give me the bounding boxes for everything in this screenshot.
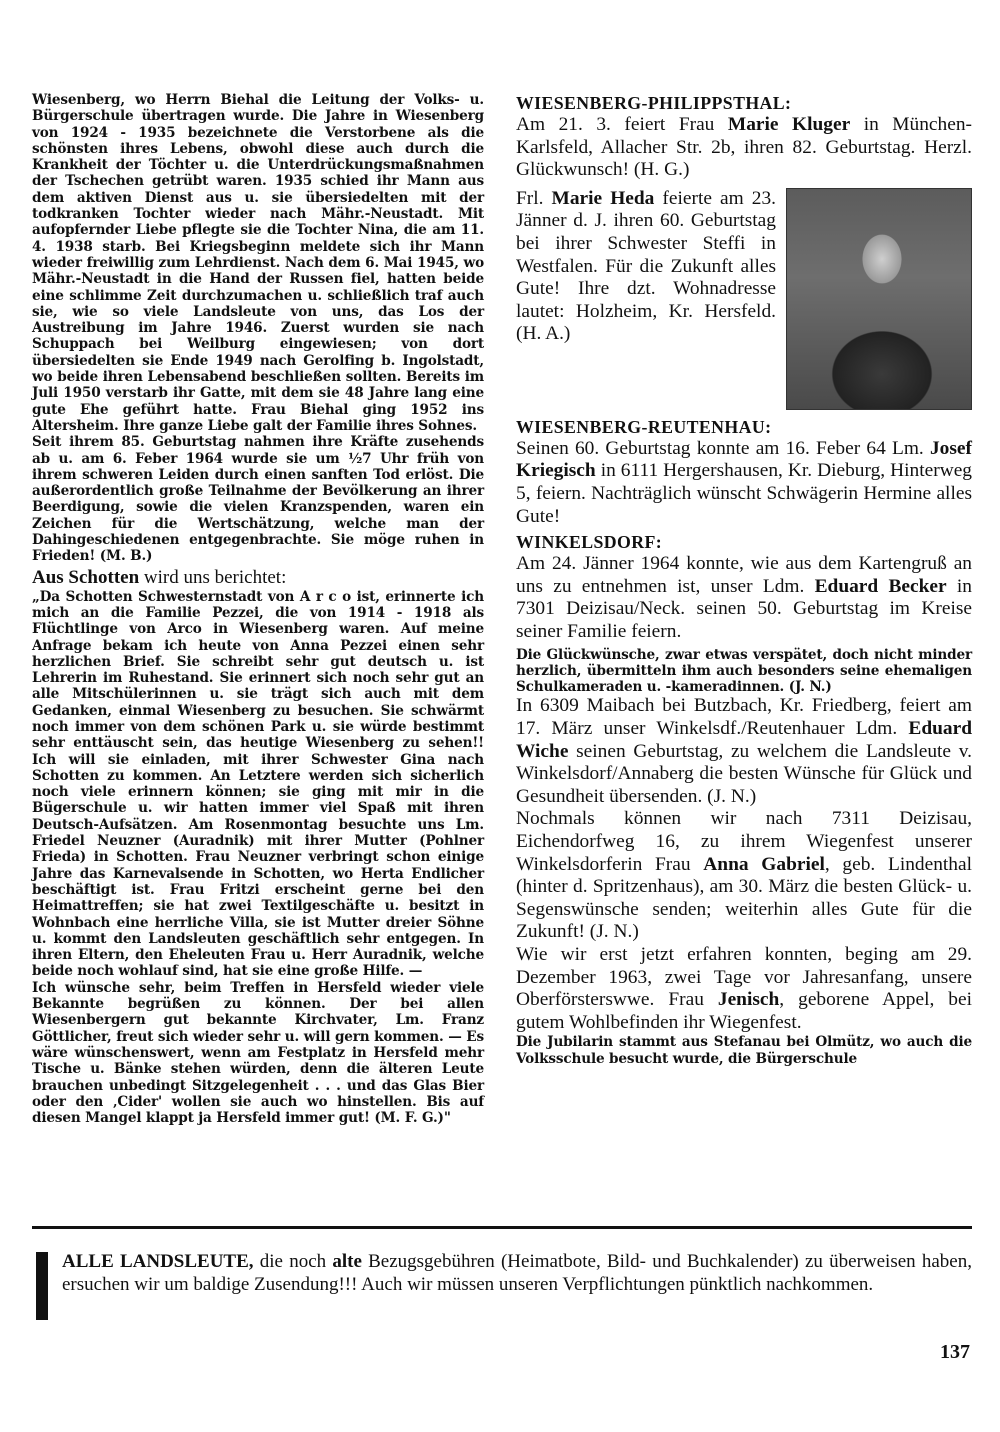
page-number: 137 [940,1341,970,1363]
obituary-paragraph-1: Wiesenberg, wo Herrn Biehal die Leitung der Volks- u. Bürgerschule übertragen wurde. Die Jahre in Wiesenberg von 1924 - 1935 bezeichnete die Verstorbene als die schönsten ihres Lebens, obwohl diese auch durch die Krankheit der Töchter u. die Unterdrückungsmaßnahmen der Tschechen getrübt waren. 1935 schied ihr Mann aus dem aktiven Dienst aus u. sie übersiedelten mit der todkranken Tochter wieder nach Mähr.-Neustadt. Mit aufopfernder Liebe pflegte sie die Tochter Nina, die am 11. 4. 1938 starb. Bei Kriegsbeginn meldete sich ihr Mann wieder freiwillig zum Lehrdienst. Nach dem 6. Mai 1945, wo Mähr.-Neustadt in die Hand der Russen fiel, hatten beide eine schlimme Zeit durchzumachen u. schließlich traf auch sie, wie so viele Landsleute von uns, das Los der Austreibung im Jahre 1946. Zuerst wurden sie nach Schuppach bei Weilburg eingewiesen; von dort übersiedelten sie Ende 1949 nach Gerolfing b. Ingolstadt, wo beide ihren Lebensabend beschließen sollten. Bereits im Juli 1950 verstarb ihr Gatte, mit dem sie 48 Jahre lang eine gute Ehe geführt hatte. Frau Biehal ging 1952 ins Altersheim. Ihre ganze Liebe galt der Familie ihres Sohnes. [32,92,484,434]
wiche-paragraph [516,695,972,808]
obituary-paragraph-2: Seit ihrem 85. Geburtstag nahmen ihre Kräfte zusehends ab u. am 6. Feber 1964 wurde sie um ½7 Uhr früh von ihrem schweren Leiden durch einen sanften Tod erlöst. Die außerordentlich große Teilnahme der Bevölkerung an ihrer Beerdigung, sowie die vielen Kranzspenden, waren ein Zeichen für die Wertschätzung, welche man der Dahingeschiedenen entgegenbrachte. Sie möge ruhen in Frieden! (M. B.) [32,434,484,565]
gabriel-paragraph [516,808,972,944]
heda-block [516,188,972,410]
schotten-letter-paragraph-2: Ich wünsche sehr, beim Treffen in Hersfeld wieder viele Bekannte begrüßen zu können. Der bei allen Wiesenbergern gut bekannte Kirchvater, Lm. Franz Göttlicher, freut sich wieder sehr u. will gern kommen. — Es wäre wünschenswert, wenn am Festplatz in Hersfeld mehr Tische u. Bänke stehen würden, denn die älteren Leute brauchen unbedingt Sitzgelegenheit . . . und das Glas Bier oder den ‚Cider' wollen sie auch wo hinstellen. Bis auf diesen Mangel klappt ja Hersfeld immer gut! (M. F. G.)" [32,979,484,1127]
jenisch-text-b: , geborene Appel, bei gutem Wohlbefinden ihr Wiegenfest. [516,989,972,1033]
kluger-text-b: in München-Karlsfeld, Allacher Str. 2b, ihren 82. Geburtstag. Herzl. Glückwunsch! (H. G.) [516,114,972,181]
heda-text-b: feierte am 23. Jänner d. J. ihren 60. Geburtstag bei ihrer Schwester Steffi in Westfalen. Für die Zukunft alles Gute! Ihre dzt. Wohnadresse lautet: Holzheim, Kr. Hersfeld. (H. A.) [516,187,776,345]
kriegisch-paragraph [516,438,972,528]
divider-rule [32,1226,972,1229]
schotten-subheading-rest: wird uns berichtet: [139,566,287,588]
becker-paragraph [516,553,972,643]
notice-bold-alte: alte [332,1251,362,1272]
schotten-letter-paragraph-1: „Da Schotten Schwesternstadt von A r c o ist, erinnerte ich mich an die Familie Pezzei, die von 1914 - 1918 als Flüchtlinge von Arco in Wiesenberg waren. Auf meine Anfrage bekam ich heute von Anna Pezzei einen sehr herzlichen Brief. Sie schreibt sehr gut deutsch u. ist Lehrerin im Ruhestand. Sie erinnert sich noch sehr gut an alle Mitschülerinnen u. sie trägt sich auch mit dem Gedanken, einmal Wiesenberg zu besuchen. Sie schwärmt noch immer von dem schönen Park u. sie würde bestimmt sehr enttäuscht sein, das heutige Wiesenberg zu sehen!! Ich will sie einladen, mit ihrer Schwester Gina nach Schotten zu kommen. An Letztere werden sich sicherlich noch viele erinnern können; sie ging mit mir in die Bügerschule u. wir hatten immer viel Spaß mit ihren Deutsch-Aufsätzen. Am Rosenmontag besuchte uns Lm. Friedel Neuzner (Auradnik) mit ihrer Mutter (Pohlner Frieda) in Schotten. Frau Neuzner verbringt schon einige Jahre das Karnevalsende in Schotten, wo Herta Endlicher beschäftigt ist. Frau Fritzi erscheint gerne bei den Heimattreffen; sie hat zwei Textilgeschäfte u. besitzt in Wohnbach eine herrliche Villa, sie ist Mutter dreier Söhne u. kommt den Landsleuten geschäftlich sehr entgegen. In ihren Eltern, den Eheleuten Frau u. Herr Auradnik, welche beide noch wohlauf sind, hat sie eine große Hilfe. — [32,588,484,980]
notice-text-a: die noch [253,1251,333,1272]
schotten-subheading [32,567,484,589]
kluger-text-a: Am 21. 3. feiert Frau [516,114,728,135]
portrait-photo [786,188,972,410]
jenisch-text-a: Wie wir erst jetzt erfahren konnten, beging am 29. Dezember 1963, zwei Tage vor Jahresanfang, unsere Oberförsterswwe. Frau [516,943,972,1011]
heda-name: Marie Heda [551,187,655,209]
schotten-place: Aus Schotten [32,566,140,588]
heda-paragraph [516,188,776,346]
left-column [32,92,484,1126]
notice-paragraph [62,1250,972,1296]
kriegisch-text-b: in 6111 Hergershausen, Kr. Dieburg, Hinterweg 5, feiern. Nachträglich wünscht Schwägerin Hermine alles Gute! [516,460,972,527]
wiche-text-a: In 6309 Maibach bei Butzbach, Kr. Friedberg, feiert am 17. März unser Winkelsdf./Reutenhauer Ldm. [516,695,972,740]
heda-text-a: Frl. [516,187,552,209]
becker-text-b: in 7301 Deizisau/Neck. seinen 50. Geburtstag im Kreise seiner Familie feiern. [516,575,972,642]
gabriel-text-b: , geb. Lindenthal (hinter d. Spritzenhaus), am 30. März die besten Glück- u. Segenswünsche senden; weiterhin alles Gute für die Zukunft! (J. N.) [516,853,972,943]
wiche-text-b: seinen Geburtstag, zu welchem die Landsleute v. Winkelsdorf/Annaberg die besten Wünsche für Glück und Gesundheit übersenden. (J. N.) [516,740,972,807]
becker-wishes: Die Glückwünsche, zwar etwas verspätet, doch nicht minder herzlich, übermitteln ihm auch besonders seine ehemaligen Schulkameraden u. -kameradinnen. (J. N.) [516,646,972,696]
kriegisch-text-a: Seinen 60. Geburtstag konnte am 16. Feber 64 Lm. [516,437,930,459]
jenisch-paragraph [516,944,972,1034]
gabriel-name: Anna Gabriel [703,853,825,875]
notice-bold-lead: ALLE LANDSLEUTE, [62,1251,254,1272]
kluger-name: Marie Kluger [727,114,851,135]
jenisch-name: Jenisch [717,989,780,1011]
wiche-name: Eduard Wiche [516,718,972,762]
heading-reutenhau: WIESENBERG-REUTENHAU: [516,416,772,437]
becker-text-a: Am 24. Jänner 1964 konnte, wie aus dem Kartengruß an uns zu entnehmen ist, unser Ldm. [516,553,972,597]
gabriel-text-a: Nochmals können wir nach 7311 Deizisau, Eichendorfweg 16, zu ihrem Wiegenfest unserer Winkelsdorferin Frau [516,808,972,875]
becker-name: Eduard Becker [814,575,947,597]
heading-philippsthal: WIESENBERG-PHILIPPSTHAL: [516,93,792,113]
jubilarin-paragraph: Die Jubilarin stammt aus Stefanau bei Olmütz, wo auch die Volksschule besucht wurde, die Bürgerschule [516,1034,972,1067]
notice-marker-bar [36,1252,48,1320]
notice-text-b: Bezugsgebühren (Heimatbote, Bild- und Buchkalender) zu überweisen haben, ersuchen wir um baldige Zusendung!!! Auch wir müssen unseren Verpflichtungen pünktlich nachkommen. [62,1251,972,1295]
heading-winkelsdorf: WINKELSDORF: [516,532,663,553]
right-column [516,92,972,1067]
kluger-paragraph [516,114,972,182]
kriegisch-name: Josef Kriegisch [516,437,972,482]
